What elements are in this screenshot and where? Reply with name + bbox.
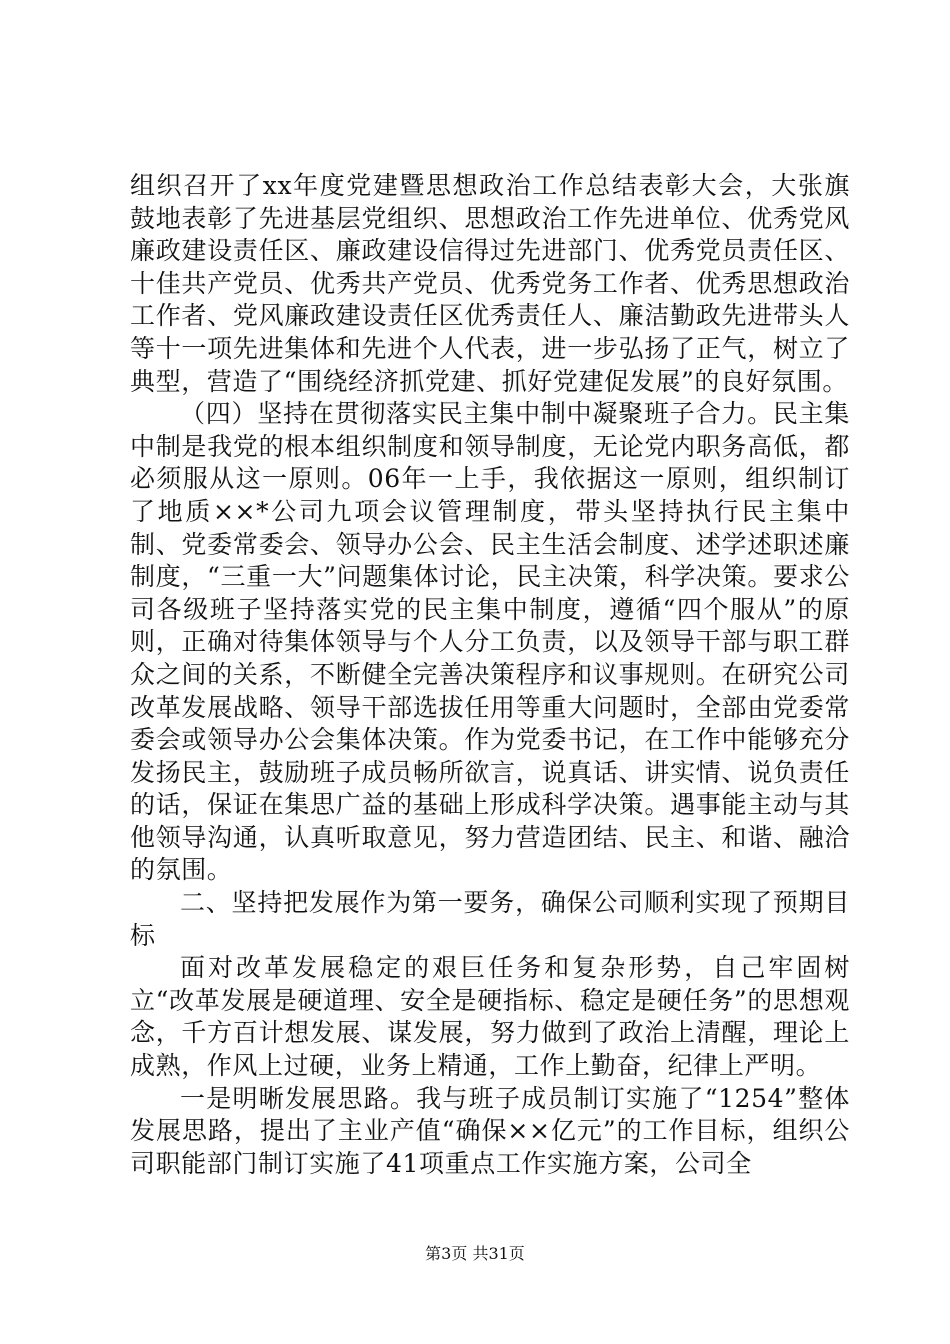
document-body: [130, 170, 850, 1180]
section-heading-development: 二、坚持把发展作为第一要务，确保公司顺利实现了预期目标: [130, 888, 850, 950]
paragraph-development-ideas: 一是明晰发展思路。我与班子成员制订实施了“1254”整体发展思路，提出了主业产值“确保××亿元”的工作目标，组织公司职能部门制订实施了41项重点工作实施方案，公司全: [130, 1083, 850, 1178]
paragraph-awards: 组织召开了xx年度党建暨思想政治工作总结表彰大会，大张旗鼓地表彰了先进基层党组织、思想政治工作先进单位、优秀党风廉政建设责任区、廉政建设信得过先进部门、优秀党员责任区、十佳共产党员、优秀共产党员、优秀党务工作者、优秀思想政治工作者、党风廉政建设责任区优秀责任人、廉洁勤政先进带头人等十一项先进集体和先进个人代表，进一步弘扬了正气，树立了典型，营造了“围绕经济抓党建、抓好党建促发展”的良好氛围。: [130, 171, 850, 396]
page-number-footer: 第3页 共31页: [425, 1244, 525, 1263]
paragraph-democratic-centralism: （四）坚持在贯彻落实民主集中制中凝聚班子合力。民主集中制是我党的根本组织制度和领导制度，无论党内职务高低，都必须服从这一原则。06年一上手，我依据这一原则，组织制订了地质××*公司九项会议管理制度，带头坚持执行民主集中制、党委常委会、领导办公会、民主生活会制度、述学述职述廉制度，“三重一大”问题集体讨论，民主决策，科学决策。要求公司各级班子坚持落实党的民主集中制度，遵循“四个服从”的原则，正确对待集体领导与个人分工负责，以及领导干部与职工群众之间的关系，不断健全完善决策程序和议事规则。在研究公司改革发展战略、领导干部选拔任用等重大问题时，全部由党委常委会或领导办公会集体决策。作为党委书记，在工作中能够充分发扬民主，鼓励班子成员畅所欲言，说真话、讲实情、说负责任的话，保证在集思广益的基础上形成科学决策。遇事能主动与其他领导沟通，认真听取意见，努力营造团结、民主、和谐、融洽的氛围。: [130, 399, 850, 885]
paragraph-reform-development: 面对改革发展稳定的艰巨任务和复杂形势，自己牢固树立“改革发展是硬道理、安全是硬指标、稳定是硬任务”的思想观念，千方百计想发展、谋发展，努力做到了政治上清醒，理论上成熟，作风上过硬，业务上精通，工作上勤奋，纪律上严明。: [130, 953, 850, 1081]
